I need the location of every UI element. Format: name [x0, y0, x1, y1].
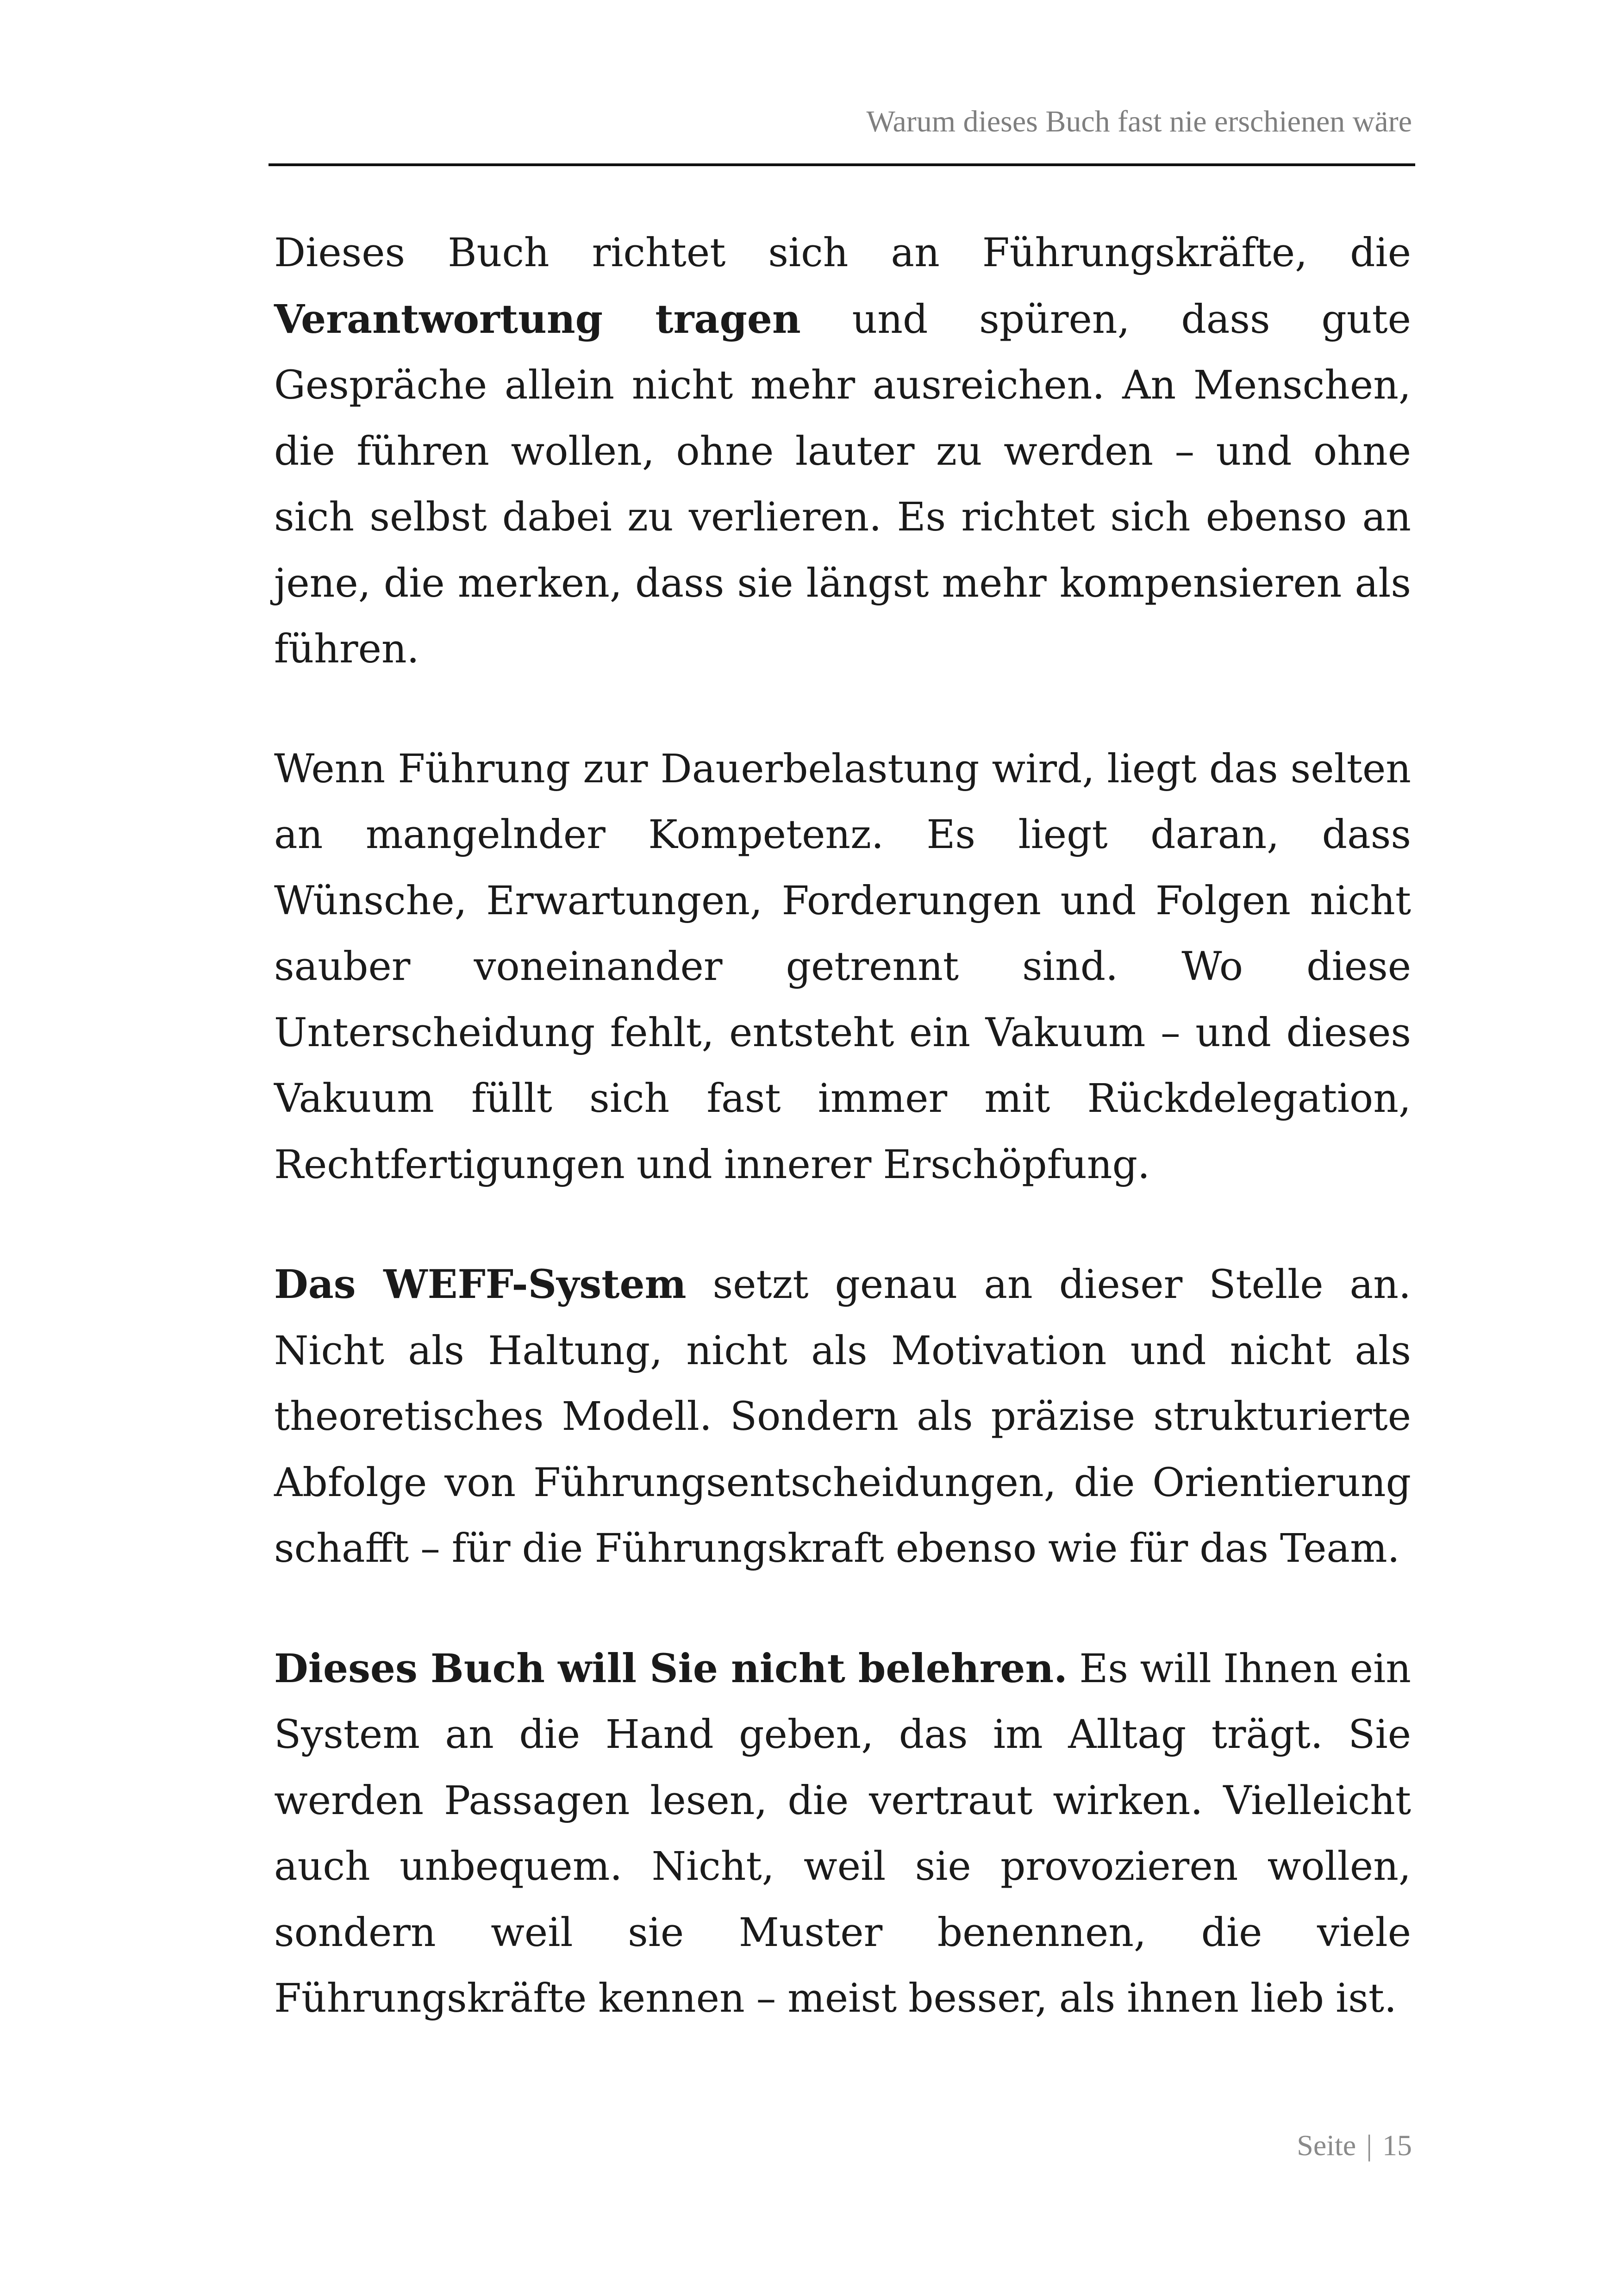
paragraph-1-text: und spüren, dass gute Gespräche allein nicht mehr ausreichen. An Menschen, die führen wollen, ohne lauter zu werden – und ohne sich selbst dabei zu verlieren. Es richtet sich ebenso an jene, die merken, dass sie längst mehr kompensieren als führen. — [274, 296, 1411, 672]
paragraph-4 — [274, 1636, 1411, 2032]
running-header — [271, 100, 1412, 144]
page-label: Seite — [1297, 2129, 1356, 2162]
page-footer — [1111, 2125, 1412, 2166]
page-separator: | — [1366, 2129, 1372, 2162]
page-number: 15 — [1382, 2129, 1412, 2162]
paragraph-1-emphasis: Verantwortung tragen — [274, 296, 801, 343]
paragraph-1 — [274, 220, 1411, 683]
running-title: Warum dieses Buch fast nie erschienen wäre — [866, 105, 1412, 138]
header-divider — [269, 163, 1415, 166]
paragraph-2 — [274, 736, 1411, 1198]
paragraph-2-text: Wenn Führung zur Dauerbelastung wird, liegt das selten an mangelnder Kompetenz. Es liegt daran, dass Wünsche, Erwartungen, Forderungen und Folgen nicht sauber voneinander getrennt sind. Wo diese Unterscheidung fehlt, entsteht ein Vakuum – und dieses Vakuum füllt sich fast immer mit Rückdelegation, Rechtfertigungen und innerer Erschöpfung. — [274, 746, 1411, 1188]
paragraph-3-text: setzt genau an dieser Stelle an. Nicht als Haltung, nicht als Motivation und nicht als theoretisches Modell. Sondern als präzise strukturierte Abfolge von Führungsentscheidungen, die Orientierung schafft – für die Führungskraft ebenso wie für das Team. — [274, 1262, 1411, 1572]
paragraph-4-text: Es will Ihnen ein System an die Hand geben, das im Alltag trägt. Sie werden Passagen lesen, die vertraut wirken. Vielleicht auch unbequem. Nicht, weil sie provozieren wollen, sondern weil sie Muster benennen, die viele Führungskräfte kennen – meist besser, als ihnen lieb ist. — [274, 1646, 1412, 2021]
paragraph-4-emphasis: Dieses Buch will Sie nicht belehren. — [274, 1645, 1068, 1692]
paragraph-3-emphasis: Das WEFF-System — [274, 1261, 687, 1308]
paragraph-3 — [274, 1252, 1411, 1582]
body-text — [274, 220, 1411, 2086]
paragraph-1-text-start: Dieses Buch richtet sich an Führungskräfte, die — [274, 230, 1411, 276]
